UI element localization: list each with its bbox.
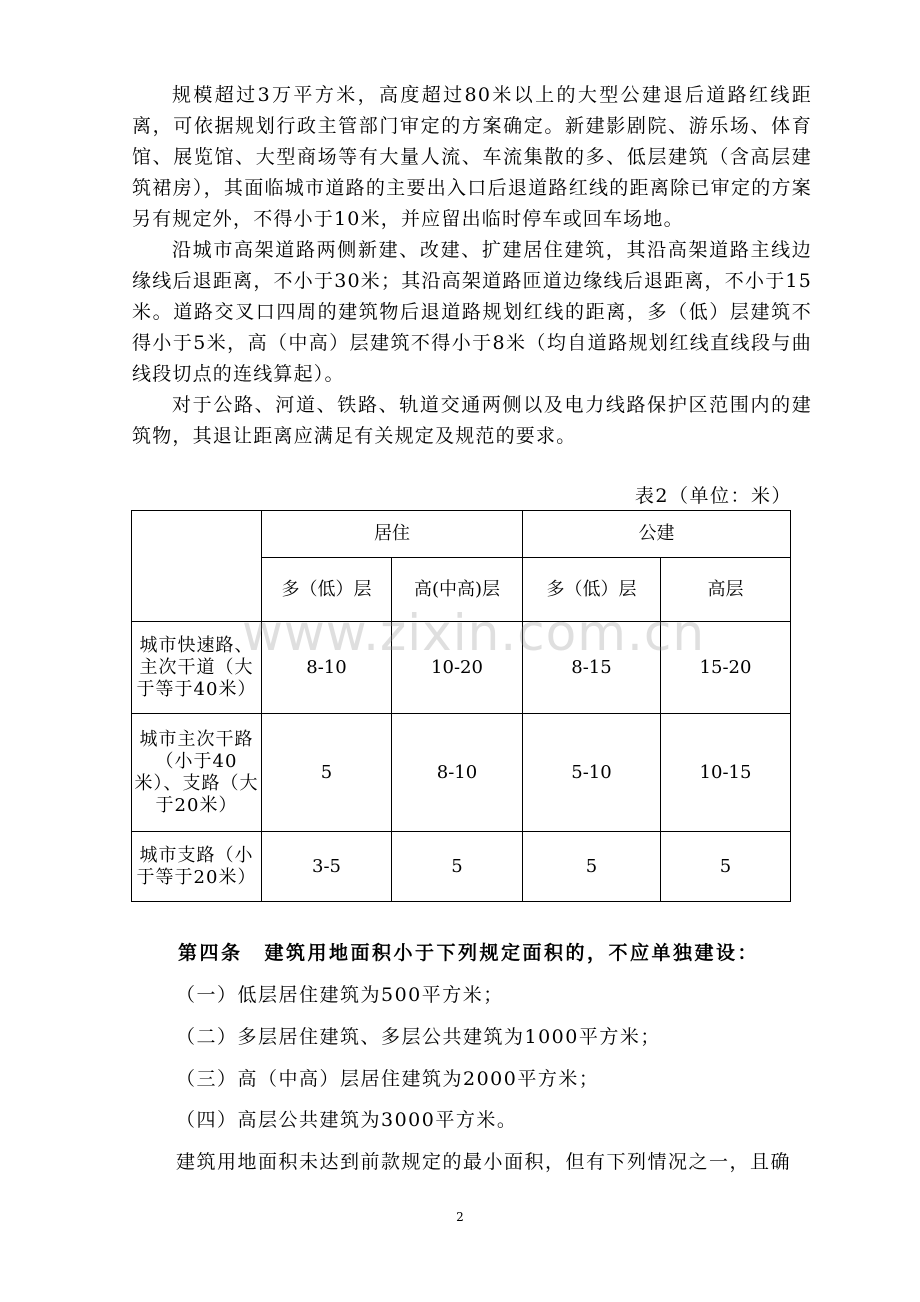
paragraph-highway-river-setback: 对于公路、河道、铁路、轨道交通两侧以及电力线路保护区范围内的建筑物，其退让距离应满足有关规定及规范的要求。	[132, 394, 812, 447]
table-cell: 10-15	[661, 714, 791, 832]
table-cell: 3-5	[262, 832, 392, 902]
table-caption: 表2（单位：米）	[634, 485, 792, 507]
sub-header-residential-high: 高(中高)层	[392, 558, 523, 622]
table-row	[132, 622, 791, 714]
sub-header-public-low: 多（低）层	[523, 558, 661, 622]
table-cell: 5	[262, 714, 392, 832]
paragraph-continuation: 建筑用地面积未达到前款规定的最小面积，但有下列情况之一，且确	[176, 1151, 792, 1173]
watermark: www.zixin.com.cn	[242, 604, 706, 662]
table-cell: 8-10	[262, 622, 392, 714]
table-cell: 8-10	[392, 714, 523, 832]
table-cell: 5	[523, 832, 661, 902]
list-item: （二）多层居住建筑、多层公共建筑为1000平方米；	[176, 1026, 661, 1048]
table-cell: 10-20	[392, 622, 523, 714]
setback-distance-table	[131, 510, 791, 902]
group-header-public: 公建	[523, 511, 791, 558]
table-cell: 5	[392, 832, 523, 902]
article-text: 建筑用地面积小于下列规定面积的，不应单独建设：	[264, 942, 760, 964]
row-label: 城市快速路、主次干道（大于等于40米）	[132, 622, 262, 714]
table-cell: 5-10	[523, 714, 661, 832]
list-item: （三）高（中高）层居住建筑为2000平方米；	[176, 1068, 600, 1090]
page-number: 2	[456, 1210, 464, 1224]
sub-header-residential-low: 多（低）层	[262, 558, 392, 622]
paragraph-elevated-road-setback: 沿城市高架道路两侧新建、改建、扩建居住建筑，其沿高架道路主线边缘线后退距离，不小于30米；其沿高架道路匝道边缘线后退距离，不小于15米。道路交叉口四周的建筑物后退道路规划红线的距离，多（低）层建筑不得小于5米，高（中高）层建筑不得小于8米（均自道路规划红线直线段与曲线段切点的连线算起）。	[132, 239, 812, 385]
sub-header-public-high: 高层	[661, 558, 791, 622]
table-row	[132, 714, 791, 832]
paragraph-large-public-building-setback: 规模超过3万平方米，高度超过80米以上的大型公建退后道路红线距离，可依据规划行政主管部门审定的方案确定。新建影剧院、游乐场、体育馆、展览馆、大型商场等有大量人流、车流集散的多、低层建筑（含高层建筑裙房），其面临城市道路的主要出入口后退道路红线的距离除已审定的方案另有规定外，不得小于10米，并应留出临时停车或回车场地。	[132, 84, 812, 230]
list-item: （四）高层公共建筑为3000平方米。	[176, 1109, 518, 1131]
table-row	[132, 832, 791, 902]
table-cell: 15-20	[661, 622, 791, 714]
table-corner-cell	[132, 511, 262, 622]
list-item: （一）低层居住建筑为500平方米；	[176, 984, 504, 1006]
article-heading	[178, 938, 759, 965]
article-number: 第四条	[178, 942, 243, 964]
table-cell: 8-15	[523, 622, 661, 714]
row-label: 城市支路（小于等于20米）	[132, 832, 262, 902]
table-cell: 5	[661, 832, 791, 902]
row-label: 城市主次干路（小于40米）、支路（大于20米）	[132, 714, 262, 832]
group-header-residential: 居住	[262, 511, 523, 558]
